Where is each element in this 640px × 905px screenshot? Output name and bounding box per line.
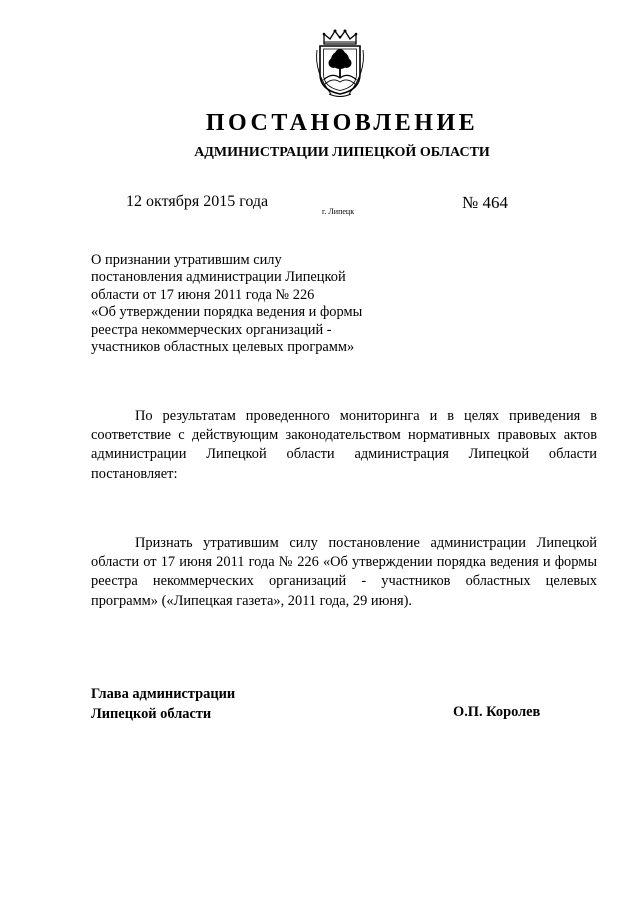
heading-line: области от 17 июня 2011 года № 226 bbox=[91, 286, 315, 303]
signer-position-line: Глава администрации bbox=[91, 686, 236, 702]
document-date: 12 октября 2015 года bbox=[126, 193, 269, 210]
document-type-title: ПОСТАНОВЛЕНИЕ bbox=[205, 110, 479, 136]
issuing-authority: АДМИНИСТРАЦИИ ЛИПЕЦКОЙ ОБЛАСТИ bbox=[194, 145, 490, 160]
resolution-paragraph: Признать утратившим силу постановление администрации Липецкой области от 17 июня 2011 года № 226 «Об утверждении порядка ведения и формы реестра некоммерческих организаций - участников областных целевых программ» («Липецкая газета», 2011 года, 29 июня). bbox=[91, 535, 597, 609]
signer-name: О.П. Королев bbox=[453, 704, 541, 720]
lipetsk-region-coat-of-arms-icon bbox=[311, 28, 369, 98]
preamble-paragraph: По результатам проведенного мониторинга и в целях приведения в соответствие с действующим законодательством нормативных правовых актов администрации Липецкой области администрация Липецкой области постановляет: bbox=[91, 408, 597, 482]
heading-line: реестра некоммерческих организаций - bbox=[91, 321, 332, 338]
signer-position bbox=[91, 684, 235, 724]
signer-position-line: Липецкой области bbox=[91, 706, 212, 722]
document-city: г. Липецк bbox=[322, 207, 355, 216]
document-heading bbox=[91, 252, 391, 356]
heading-line: постановления администрации Липецкой bbox=[91, 269, 346, 286]
document-number: № 464 bbox=[462, 193, 508, 212]
heading-line: О признании утратившим силу bbox=[91, 252, 282, 268]
heading-line: «Об утверждении порядка ведения и формы bbox=[91, 304, 363, 321]
heading-line: участников областных целевых программ» bbox=[91, 339, 355, 356]
